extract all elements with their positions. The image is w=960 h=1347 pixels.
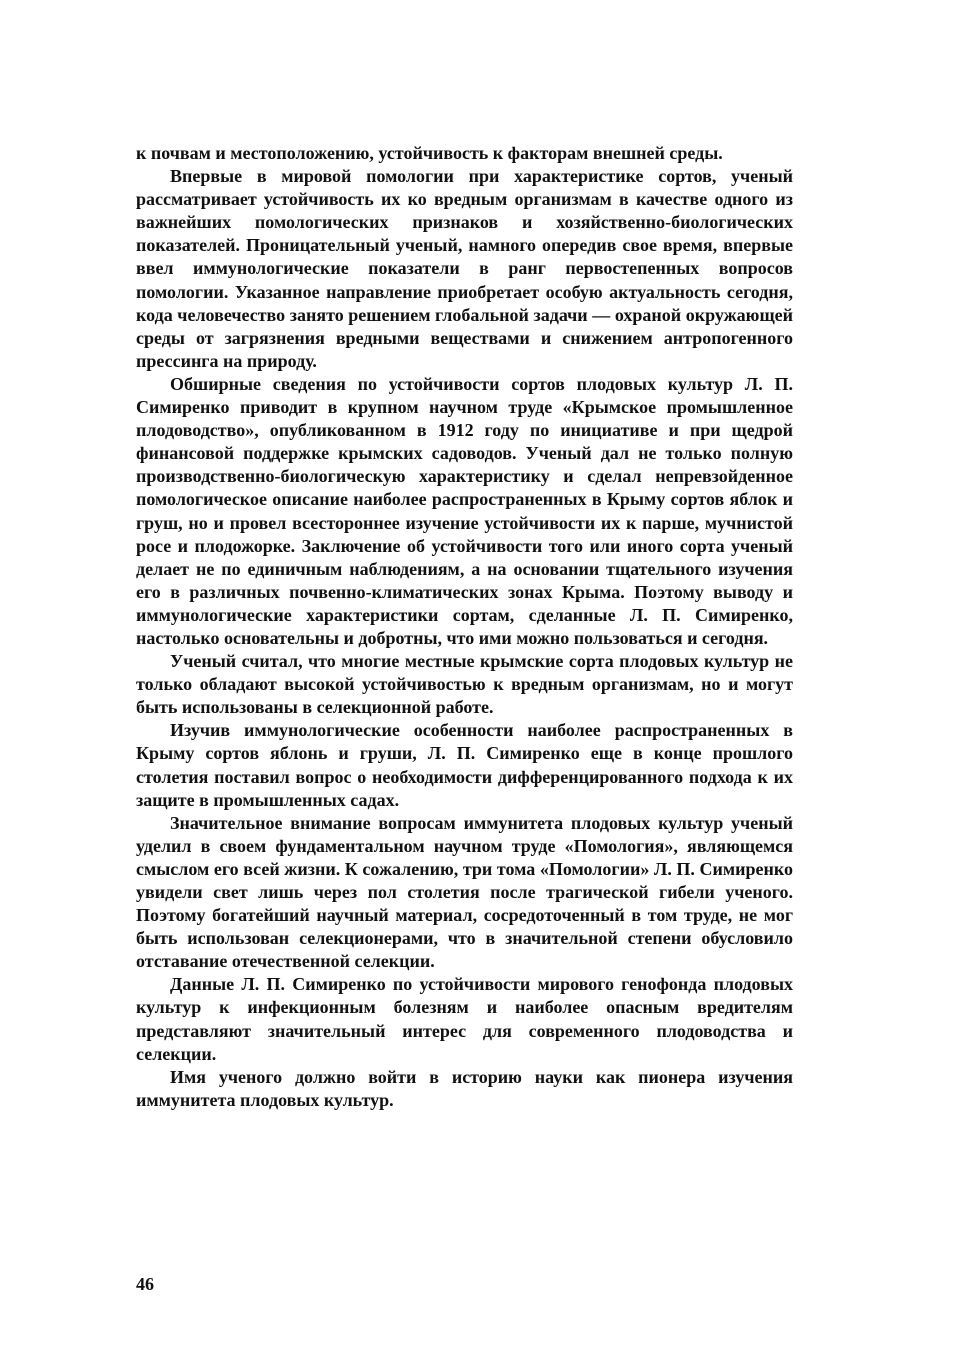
paragraph-differentiated-protection: Изучив иммунологические особенности наиболее распространенных в Крыму сортов яблонь и груши, Л. П. Симиренко еще в конце прошлого столетия поставил вопрос о необходимости дифференцированного подхода к их защите в промышленных садах. xyxy=(136,720,793,810)
page-number: 46 xyxy=(136,1274,154,1294)
paragraph-continued: к почвам и местоположению, устойчивость к факторам внешней среды. xyxy=(136,143,723,163)
paragraph-local-varieties: Ученый считал, что многие местные крымские сорта плодовых культур не только обладают высокой устойчивостью к вредным организмам, но и могут быть использованы в селекционной работе. xyxy=(136,651,793,718)
page-body xyxy=(136,142,793,1112)
paragraph-crimean-fruit-growing: Обширные сведения по устойчивости сортов плодовых культур Л. П. Симиренко приводит в крупном научном труде «Крымское промышленное плодоводство», опубликованном в 1912 году по инициативе и при щедрой финансовой поддержке крымских садоводов. Ученый дал не только полную производственно-биологическую характеристику и сделал непревзойденное помологическое описание наиболее распространенных в Крыму сортов яблок и груш, но и провел всестороннее изучение устойчивости их к парше, мучнистой росе и плодожорке. Заключение об устойчивости того или иного сорта ученый делает не по единичным наблюдениям, а на основании тщательного изучения его в различных почвенно-климатических зонах Крыма. Поэтому выводу и иммунологические характеристики сортам, сделанные Л. П. Симиренко, настолько основательны и добротны, что ими можно пользоваться и сегодня. xyxy=(136,373,793,648)
paragraph-pomology-work: Значительное внимание вопросам иммунитета плодовых культур ученый уделил в своем фундаментальном научном труде «Помология», являющемся смыслом его всей жизни. К сожалению, три тома «Помологии» Л. П. Симиренко увидели свет лишь через пол столетия после трагической гибели ученого. Поэтому богатейший научный материал, сосредоточенный в том труде, не мог быть использован селекционерами, что в значительной степени обусловило отставание отечественной селекции. xyxy=(136,812,793,972)
paragraph-immunity-pomology: Впервые в мировой помологии при характеристике сортов, ученый рассматривает устойчивость их ко вредным организмам в качестве одного из важнейших помологических признаков и хозяйственно-биологических показателей. Проницательный ученый, намного опередив свое время, впервые ввел иммунологические показатели в ранг первостепенных вопросов помологии. Указанное направление приобретает особую актуальность сегодня, кода человечество занято решением глобальной задачи — охраной окружающей среды от загрязнения вредными веществами и снижением антропогенного прессинга на природу. xyxy=(136,166,793,371)
paragraph-genofond-data: Данные Л. П. Симиренко по устойчивости мирового генофонда плодовых культур к инфекционным болезням и наиболее опасным вредителям представляют значительный интерес для современного плодоводства и селекции. xyxy=(136,974,793,1064)
paragraph-conclusion: Имя ученого должно войти в историю науки как пионера изучения иммунитета плодовых культур. xyxy=(136,1066,793,1110)
